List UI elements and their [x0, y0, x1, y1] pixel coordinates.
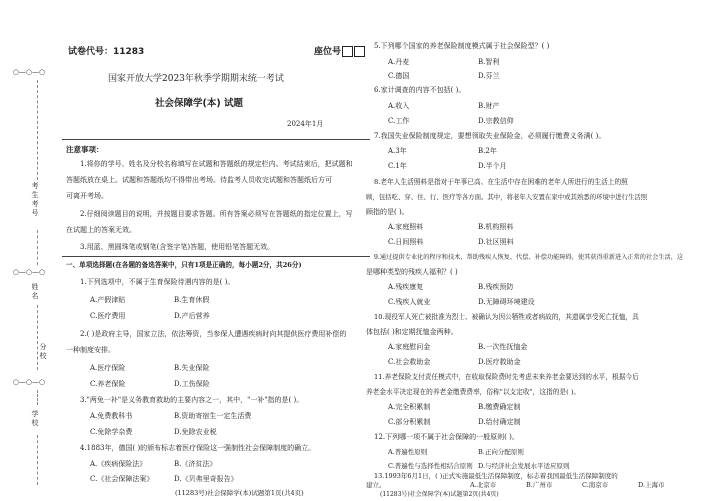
exam-code: 试卷代号：11283 — [68, 47, 145, 57]
options-row — [388, 358, 568, 367]
options-row — [388, 343, 568, 352]
seat-number — [314, 44, 365, 57]
school-label: 学校 — [31, 410, 39, 428]
option: A.完全积累制 — [388, 403, 431, 411]
option: A.家庭照料 — [388, 223, 424, 231]
option: C.医疗费用 — [90, 312, 126, 320]
options-row — [388, 298, 568, 307]
option: A.《疾病保险法》 — [90, 460, 147, 468]
option: D.社区照料 — [478, 238, 514, 246]
notes-heading: 注意事项： — [66, 145, 104, 154]
options-row — [388, 117, 568, 126]
option: B.《济贫法》 — [174, 460, 217, 468]
note-line: 2.仔细阅读题目的说明，并按题目要求答题。所有答案必须写在答题纸的指定位置上，写 — [80, 210, 353, 218]
divider — [62, 139, 370, 140]
question-8-cont: 顾，包括吃、穿、住、行、医疗等各方面。其中，将老年人安置在家中或其熟悉的环境中进行生活照 — [366, 193, 648, 201]
option: A.丹麦 — [388, 58, 410, 66]
option: D.产后营养 — [174, 312, 210, 320]
page-footer: (11283号)社会保障学(本)试题第1页(共4页) — [175, 489, 304, 497]
question-3: 3."两免一补"是义务教育救助的主要内容之一，其中，"一补"指的是( )。 — [80, 396, 304, 404]
option: B.失业保险 — [174, 364, 210, 372]
options-row — [90, 364, 258, 373]
option: C.部分积累制 — [388, 418, 431, 426]
binding-circle-mark: ○—○—○ — [12, 68, 46, 76]
option: D.医疗救助金 — [478, 358, 521, 366]
option: D.宗教信仰 — [478, 117, 514, 125]
divider — [62, 256, 370, 257]
question-2-cont: 一种制度安排。 — [66, 346, 115, 354]
option: A.医疗保险 — [90, 364, 126, 372]
options-row — [470, 481, 665, 490]
options-row — [90, 475, 258, 484]
options-row — [388, 162, 568, 171]
option: D.与经济社会发展水平适应原则 — [478, 462, 570, 470]
question-8: 8.老年人生活照料是指对于年事已高、在生活中存在困难的老年人所进行的生活上的照 — [374, 178, 628, 186]
options-row — [388, 418, 568, 427]
question-13: 13.1993年6月1日，( )正式实施最低生活保障制度，标志着我国最低生活保障制度的 — [374, 472, 618, 480]
options-row — [90, 312, 258, 321]
page-footer: (11283号)社会保障学(本)试题第2页(共4页) — [380, 491, 499, 498]
question-2: 2.( )是政府主导，国家立法，依法筹资，当参保人遭遇疾病时向其提供医疗费用补偿的 — [80, 330, 347, 338]
options-row — [90, 460, 258, 469]
option: B.财产 — [478, 102, 500, 110]
note-line: 答题纸放在桌上。试题和答题纸均不得带出考场。待监考人员收完试题和答题纸后方可 — [66, 176, 332, 184]
option: D.无障碍环境建设 — [478, 298, 535, 306]
exam-date: 2024年1月 — [287, 120, 324, 128]
options-row — [388, 283, 568, 292]
option: C.免除学杂费 — [90, 428, 133, 436]
option: D.半个月 — [478, 162, 507, 170]
option: B.资助寄宿生一定生活费 — [174, 412, 252, 420]
option: C.南京市 — [582, 481, 609, 489]
options-row — [90, 412, 258, 421]
option: A.北京市 — [470, 481, 497, 489]
options-row — [90, 296, 258, 305]
option: A.残疾康复 — [388, 283, 424, 291]
question-11: 11.养老保险支付责任模式中，在收取保险费时先考虑未来养老金要达到的水平，根据今后 — [374, 373, 639, 381]
options-row — [388, 448, 524, 457]
option: D.《贝弗里奇报告》 — [174, 475, 238, 483]
option: B.广州市 — [526, 481, 553, 489]
binding-line — [37, 435, 38, 485]
seat-box — [354, 46, 365, 57]
option: B.智利 — [478, 58, 500, 66]
question-10: 10.现役军人死亡被批准为烈士、被确认为因公牺牲或者病故的，其遗属享受死亡抚恤，具 — [374, 313, 639, 321]
options-row — [388, 102, 568, 111]
note-line: 3.用蓝、黑圆珠笔或钢笔(含签字笔)答题，使用铅笔答题无效。 — [80, 243, 275, 251]
option: C.《社会保障法案》 — [90, 475, 154, 483]
option: D.给付确定制 — [478, 418, 521, 426]
option: D.芬兰 — [478, 72, 500, 80]
question-11-cont: 养老金水平决定现在的养老金缴费费率，俗称"以支定收"，这指的是( )。 — [366, 388, 581, 396]
options-row — [388, 238, 568, 247]
binding-margin — [0, 0, 58, 501]
name-label: 姓名 — [31, 283, 39, 301]
question-13-cont: 建立。 — [366, 481, 386, 489]
section-heading: 一、单项选择题(在各题的备选答案中，只有1项是正确的，每小题2分，共26分) — [66, 261, 302, 269]
binding-circle-mark: ○—○—○ — [12, 268, 46, 276]
option: A.3年 — [388, 147, 407, 155]
option: A.收入 — [388, 102, 410, 110]
options-row — [388, 462, 570, 471]
question-12: 12.下列哪一项不属于社会保障的一般原则( )。 — [374, 433, 519, 441]
option: C.1年 — [388, 162, 407, 170]
option: B.正向分配原则 — [478, 448, 524, 456]
seat-box — [342, 46, 353, 57]
note-line: 1.将你的学号、姓名及分校名称填写在试题和答题纸的规定栏内。考试结束后，把试题和 — [80, 160, 353, 168]
option: D.上海市 — [638, 481, 665, 489]
question-1: 1.下列选项中，不属于生育保险待遇内容的是( )。 — [80, 278, 235, 286]
binding-circle-mark: ○—○—○ — [12, 378, 46, 386]
binding-line — [37, 80, 38, 180]
option: C.残疾人就业 — [388, 298, 431, 306]
binding-line — [37, 390, 38, 405]
option: D.免除农业税 — [174, 428, 217, 436]
note-line: 在试题上的答案无效。 — [66, 226, 136, 234]
option: B.2年 — [478, 147, 497, 155]
question-6: 6.家计调查的内容不包括( )。 — [374, 86, 466, 94]
option: C.养老保险 — [90, 380, 126, 388]
option: C.社会救助金 — [388, 358, 431, 366]
exam-number-label: 考生考号 — [31, 182, 39, 218]
option: B.生育休假 — [174, 296, 210, 304]
options-row — [388, 147, 568, 156]
seat-label: 座位号 — [314, 47, 342, 57]
question-5: 5.下列哪个国家的养老保险制度模式属于社会保险型？( ) — [374, 42, 550, 50]
question-10-cont: 体包括( )和定期抚恤金两种。 — [366, 328, 458, 336]
option: A.免费教科书 — [90, 412, 133, 420]
note-line: 可离开考场。 — [66, 192, 108, 200]
option: B.缴费确定制 — [478, 403, 521, 411]
options-row — [388, 58, 568, 67]
options-row — [90, 428, 258, 437]
question-4: 4.1883年，德国( )的颁布标志着医疗保险这一强制性社会保障制度的确立。 — [80, 444, 316, 452]
options-row — [388, 403, 568, 412]
question-9: 9.通过提供专业化的程序和技术，帮助残疾人恢复、代偿、补偿功能障碍，使其获得重新进入正常的社会生活，这 — [374, 254, 684, 261]
option: C.日间照料 — [388, 238, 424, 246]
question-8-cont: 顾指的是( )。 — [366, 208, 409, 216]
university-title: 国家开放大学2023年秋季学期期末统一考试 — [108, 74, 284, 84]
branch-label: 分校 — [39, 343, 47, 361]
options-row — [388, 223, 568, 232]
option: B.一次性抚恤金 — [478, 343, 528, 351]
option: A.普遍性原则 — [388, 448, 428, 456]
exam-title: 社会保障学(本) 试题 — [155, 98, 243, 109]
question-9-cont: 是哪种类型的残疾人福利？( ) — [366, 268, 458, 276]
option: D.工伤保险 — [174, 380, 210, 388]
question-7: 7.我国失业保险制度规定，要想领取失业保险金，必须履行缴费义务满( )。 — [374, 132, 606, 140]
options-row — [90, 380, 258, 389]
option: A.产假津贴 — [90, 296, 126, 304]
option: B.残疾预防 — [478, 283, 514, 291]
option: C.德国 — [388, 72, 410, 80]
option: C.普遍性与选择性相结合原则 — [388, 462, 473, 470]
binding-line — [37, 230, 38, 265]
option: B.机构照料 — [478, 223, 514, 231]
option: C.工作 — [388, 117, 410, 125]
option: A.家庭慰问金 — [388, 343, 431, 351]
options-row — [388, 72, 568, 81]
